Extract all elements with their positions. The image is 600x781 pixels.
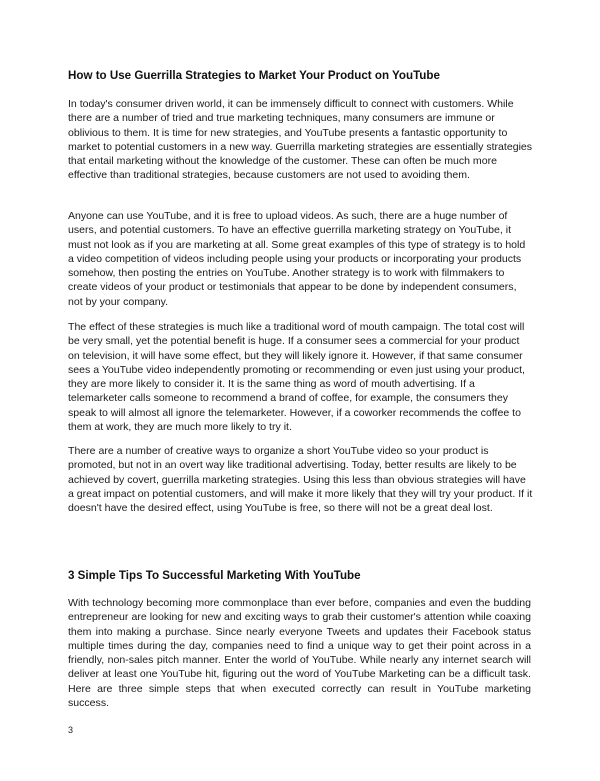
- section1-paragraph-4: There are a number of creative ways to organize a short YouTube video so your product is promoted, but not in an overt way like traditional advertising. Today, better results are likely to be achieved by covert, guerrilla marketing strategies. Using this less than obvious strategies will have a great impact on potential customers, and will make it more likely that they will try your product. If it doesn't have the desired effect, using YouTube is free, so there will not be a great deal lost.: [68, 445, 533, 515]
- section1-heading: How to Use Guerrilla Strategies to Market Your Product on YouTube: [68, 69, 440, 82]
- section1-paragraph-1: In today's consumer driven world, it can be immensely difficult to connect with customers. While there are a number of tried and true marketing techniques, many consumers are immune or oblivious to them. It is time for new strategies, and YouTube presents a fantastic opportunity to market to potential customers in a new way. Guerrilla marketing strategies are essentially strategies that entail marketing without the knowledge of the customer. These can often be much more effective than traditional strategies, because customers are not used to avoiding them.: [68, 98, 533, 182]
- section2-paragraph-1: With technology becoming more commonplace than ever before, companies and even the budding entrepreneur are looking for new and exciting ways to grab their customer's attention while coaxing them into making a purchase. Since nearly everyone Tweets and updates their Facebook status multiple times during the day, companies need to find a unique way to get their point across in a friendly, non-sales pitch manner. Enter the world of YouTube. While nearly any internet search will deliver at least one YouTube hit, figuring out the word of YouTube Marketing can be a difficult task. Here are three simple steps that when executed correctly can result in YouTube marketing success.: [68, 597, 531, 710]
- section2-heading: 3 Simple Tips To Successful Marketing With YouTube: [68, 569, 361, 582]
- section1-paragraph-3: The effect of these strategies is much like a traditional word of mouth campaign. The total cost will be very small, yet the potential benefit is huge. If a consumer sees a commercial for your product on television, it will have some effect, but they will likely ignore it. However, if that same consumer sees a YouTube video independently promoting or recommending or even just using your product, they are more likely to consider it. It is the same thing as word of mouth advertising. If a telemarketer calls someone to recommend a brand of coffee, for example, the consumers they speak to will almost all ignore the telemarketer. However, if a coworker recommends the coffee to them at work, they are much more likely to try it.: [68, 321, 525, 434]
- page-number: 3: [68, 725, 74, 735]
- section1-paragraph-2: Anyone can use YouTube, and it is free to upload videos. As such, there are a huge number of users, and potential customers. To have an effective guerrilla marketing strategy on YouTube, it must not look as if you are marketing at all. Some great examples of this type of strategy is to hold a video competition of videos including people using your products or incorporating your products somehow, then posting the entries on YouTube. Another strategy is to work with filmmakers to create videos of your product or testimonials that appear to be done by independent consumers, not by your company.: [68, 210, 526, 308]
